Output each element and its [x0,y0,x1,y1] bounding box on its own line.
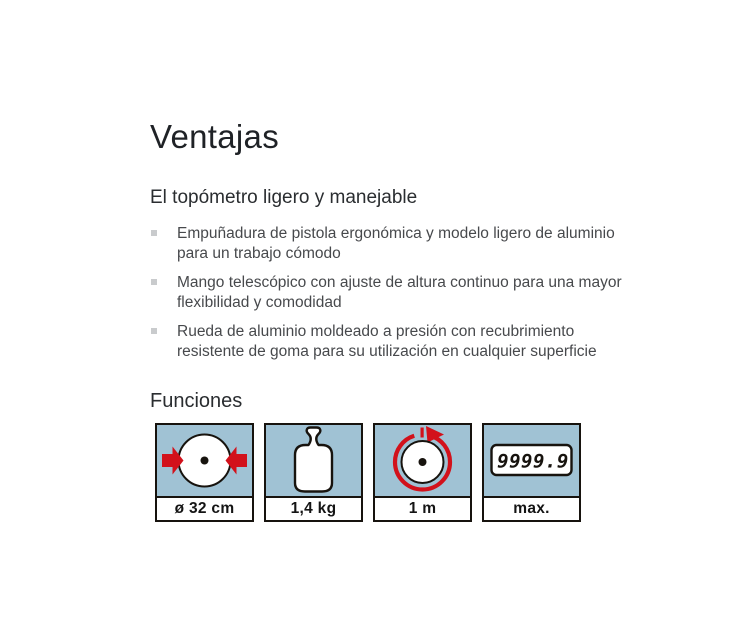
spec-box-wheel-diameter [155,423,254,522]
list-item [150,224,636,263]
page-title: Ventajas [150,118,280,155]
list-item [150,273,636,312]
bullet-square-icon [151,279,157,285]
bullet-square-icon [151,230,157,236]
spec-label-rotation: 1 m [375,498,470,520]
advantage-text: Mango telescópico con ajuste de altura continuo para una mayor flexibilidad y comodidad [177,274,622,311]
wheel-rotation-icon [375,425,470,498]
display-value: 9999.9 [497,450,569,473]
spec-box-max-display [482,423,581,522]
advantage-text: Rueda de aluminio moldeado a presión con recubrimiento resistente de goma para su utilización en cualquier superficie [177,323,597,360]
advantage-text: Empuñadura de pistola ergonómica y modelo ligero de aluminio para un trabajo cómodo [177,225,615,262]
advantages-subtitle: El topómetro ligero y manejable [150,187,418,208]
spec-box-rotation [373,423,472,522]
digital-display-icon [484,425,579,498]
spec-label-max: max. [484,498,579,520]
spec-box-weight [264,423,363,522]
spec-label-diameter: ø 32 cm [157,498,252,520]
advantages-list [150,224,636,361]
spec-boxes-row [155,423,730,522]
bullet-square-icon [151,328,157,334]
functions-title: Funciones [150,390,243,412]
wheel-diameter-icon [157,425,252,498]
functions-section [150,389,730,522]
list-item [150,322,636,361]
weight-icon [266,425,361,498]
spec-label-weight: 1,4 kg [266,498,361,520]
advantages-section [150,186,730,361]
